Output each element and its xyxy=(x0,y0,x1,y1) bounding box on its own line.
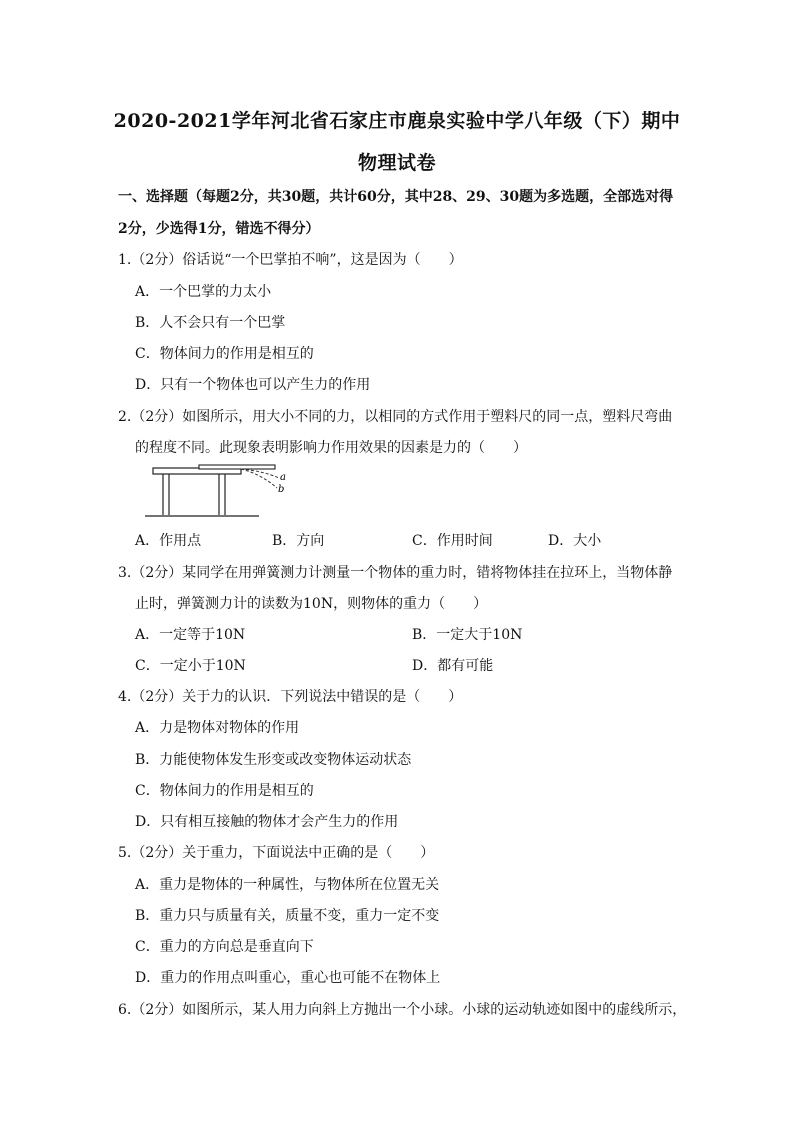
q2-option-a: A．作用点 xyxy=(135,533,202,549)
section-heading: 一、选择题（每题2分，共30题，共计60分，其中28、29、30题为多选题，全部选对得 xyxy=(118,189,674,205)
q3-stem: 3.（2分）某同学在用弹簧测力计测量一个物体的重力时，错将物体挂在拉环上，当物体静 xyxy=(118,565,673,581)
exam-title-line2: 物理试卷 xyxy=(357,152,436,174)
q4-option-a: A．力是物体对物体的作用 xyxy=(135,720,300,736)
q1-option-c: C．物体间力的作用是相互的 xyxy=(135,346,314,362)
q1-option-d: D．只有一个物体也可以产生力的作用 xyxy=(135,377,371,393)
q3-stem-cont: 止时，弹簧测力计的读数为10N，则物体的重力（ ） xyxy=(135,596,488,612)
q3-option-a: A．一定等于10N xyxy=(135,627,246,643)
q3-option-c: C．一定小于10N xyxy=(135,658,246,674)
q5-option-c: C．重力的方向总是垂直向下 xyxy=(135,939,314,955)
q5-option-a: A．重力是物体的一种属性，与物体所在位置无关 xyxy=(135,877,440,893)
q4-option-c: C．物体间力的作用是相互的 xyxy=(135,783,314,799)
q1-option-b: B．人不会只有一个巴掌 xyxy=(135,315,286,331)
q3-option-d: D．都有可能 xyxy=(412,658,494,674)
section-heading-cont: 2分，少选得1分，错选不得分） xyxy=(118,221,320,237)
exam-title-line1: 2020-2021学年河北省石家庄市鹿泉实验中学八年级（下）期中 xyxy=(113,110,681,132)
q2-stem-cont: 的程度不同。此现象表明影响力作用效果的因素是力的（ ） xyxy=(135,440,527,456)
q2-option-b: B．方向 xyxy=(272,533,325,549)
q2-stem: 2.（2分）如图所示，用大小不同的力，以相同的方式作用于塑料尺的同一点，塑料尺弯曲 xyxy=(118,409,673,425)
q4-stem: 4.（2分）关于力的认识．下列说法中错误的是（ ） xyxy=(118,689,463,705)
q5-option-b: B．重力只与质量有关，质量不变，重力一定不变 xyxy=(135,908,440,924)
ruler-table-figure xyxy=(145,460,295,522)
q4-option-b: B．力能使物体发生形变或改变物体运动状态 xyxy=(135,752,412,768)
figure-label-a: a xyxy=(280,472,286,483)
q5-stem: 5.（2分）关于重力，下面说法中正确的是（ ） xyxy=(118,845,435,861)
q1-option-a: A．一个巴掌的力太小 xyxy=(135,284,272,300)
q6-stem: 6.（2分）如图所示，某人用力向斜上方抛出一个小球。小球的运动轨迹如图中的虚线所示， xyxy=(118,1002,687,1018)
q1-stem: 1.（2分）俗话说“一个巴掌拍不响”，这是因为（ ） xyxy=(118,252,463,268)
q2-option-c: C．作用时间 xyxy=(412,533,493,549)
q5-option-d: D．重力的作用点叫重心，重心也可能不在物体上 xyxy=(135,970,441,986)
q4-option-d: D．只有相互接触的物体才会产生力的作用 xyxy=(135,814,399,830)
q2-option-d: D．大小 xyxy=(548,533,602,549)
figure-label-b: b xyxy=(278,484,285,495)
q3-option-b: B．一定大于10N xyxy=(412,627,523,643)
